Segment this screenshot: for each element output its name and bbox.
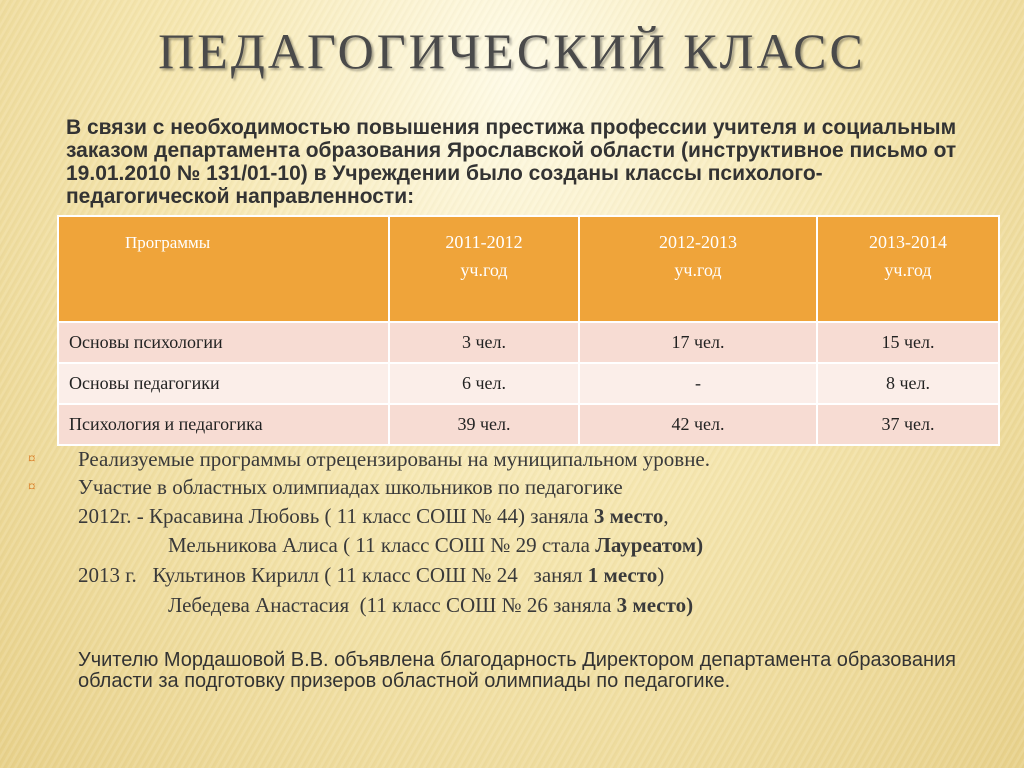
table-row [58, 322, 999, 363]
bullet-text: Участие в областных олимпиадах школьников по педагогике [78, 475, 623, 499]
count-cell: 6 чел. [389, 363, 579, 404]
header-programs [58, 216, 389, 322]
winner-line [78, 504, 669, 529]
winner-line [168, 593, 693, 618]
program-name: Основы психологии [58, 322, 389, 363]
count-cell: 15 чел. [817, 322, 999, 363]
header-year-sub: уч.год [884, 260, 932, 280]
thanks-paragraph: Учителю Мордашовой В.В. объявлена благодарность Директором департамента образования области за подготовку призеров областной олимпиады по педагогике. [78, 649, 956, 692]
count-cell: 42 чел. [579, 404, 817, 445]
header-year-2012 [579, 216, 817, 322]
winner-line [168, 533, 703, 558]
count-cell: 37 чел. [817, 404, 999, 445]
winner-text: 2012г. - Красавина Любовь ( 11 класс СОШ № 44) заняла [78, 504, 594, 528]
count-cell: 17 чел. [579, 322, 817, 363]
table-header-row [58, 216, 999, 322]
header-year-sub: уч.год [460, 260, 508, 280]
bullet-icon: ¤ [28, 451, 36, 467]
program-name: Психология и педагогика [58, 404, 389, 445]
winner-place: Лауреатом) [595, 533, 704, 557]
header-year-2013 [817, 216, 999, 322]
table-row [58, 363, 999, 404]
header-year-label: 2011-2012 [445, 232, 523, 252]
intro-paragraph: В связи с необходимостью повышения престижа профессии учителя и социальным заказом департамента образования Ярославской области (инструктивное письмо от 19.01.2010 № 131/01-10) в Учреждении было созданы классы психолого- педагогической направленности: [66, 116, 957, 208]
header-year-label: 2012-2013 [659, 232, 737, 252]
programs-table [57, 215, 1000, 446]
count-cell: 8 чел. [817, 363, 999, 404]
program-name: Основы педагогики [58, 363, 389, 404]
winner-text-end: , [663, 504, 669, 528]
winner-text: Лебедева Анастасия (11 класс СОШ № 26 заняла [168, 593, 617, 617]
winner-place: 1 место [587, 563, 658, 587]
slide-title: ПЕДАГОГИЧЕСКИЙ КЛАСС [158, 23, 866, 79]
bullet-text: Реализуемые программы отрецензированы на муниципальном уровне. [78, 447, 710, 471]
header-year-label: 2013-2014 [869, 232, 947, 252]
bullet-icon: ¤ [28, 479, 36, 495]
header-year-2011 [389, 216, 579, 322]
header-programs-label: Программы [125, 233, 211, 252]
winner-place: 3 место [593, 504, 664, 528]
winner-text: 2013 г. Культинов Кирилл ( 11 класс СОШ № 24 занял [78, 563, 588, 587]
table-row [58, 404, 999, 445]
count-cell: 3 чел. [389, 322, 579, 363]
winner-text-end: ) [657, 563, 665, 587]
count-cell: - [579, 363, 817, 404]
winner-text: Мельникова Алиса ( 11 класс СОШ № 29 стала [168, 533, 596, 557]
header-year-sub: уч.год [674, 260, 722, 280]
winner-line [78, 563, 664, 588]
count-cell: 39 чел. [389, 404, 579, 445]
winner-place: 3 место) [616, 593, 694, 617]
